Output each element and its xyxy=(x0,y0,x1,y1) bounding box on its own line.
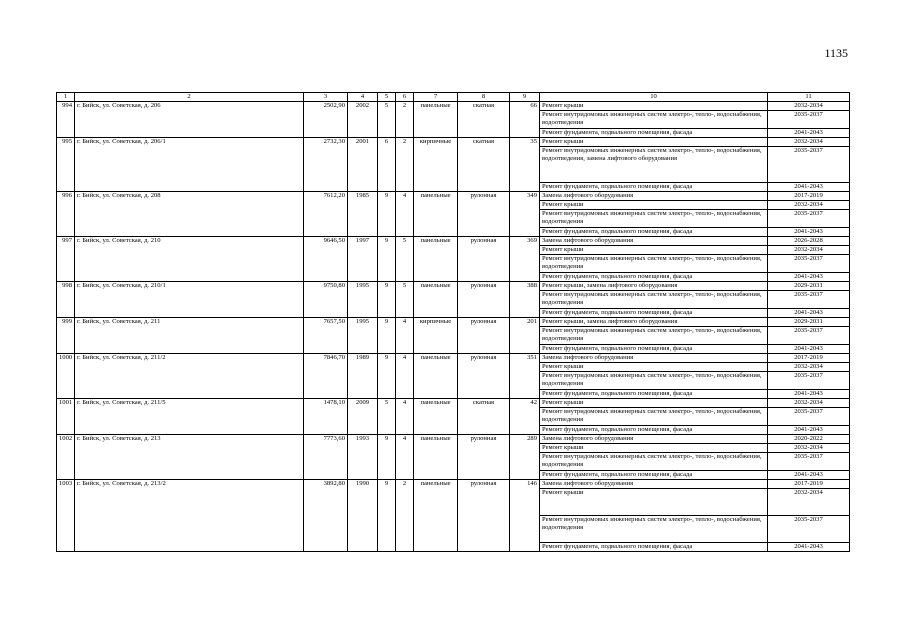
work-period: 2032-2034 xyxy=(768,489,850,516)
work-type: Замена лифтового оборудования xyxy=(540,192,768,201)
work-type: Ремонт фундамента, подвального помещения, фасада xyxy=(540,543,768,552)
residents-count: 289 xyxy=(510,435,540,480)
residents-count: 369 xyxy=(510,237,540,282)
work-period: 2041-2043 xyxy=(768,273,850,282)
work-type: Ремонт внутридомовых инженерных систем электро-, тепло-, водоснабжения, водоотведения xyxy=(540,255,768,273)
work-type: Ремонт фундамента, подвального помещения, фасада xyxy=(540,273,768,282)
work-type: Ремонт крыши xyxy=(540,489,768,516)
table-row xyxy=(57,435,850,444)
column-number: 3 xyxy=(304,93,348,102)
build-year: 1989 xyxy=(348,354,378,399)
record-number: 996 xyxy=(57,192,75,237)
floors-count: 9 xyxy=(378,237,396,282)
page-number: 1135 xyxy=(824,46,848,60)
floor-area: 7612,20 xyxy=(304,192,348,237)
build-year: 1997 xyxy=(348,237,378,282)
residents-count: 351 xyxy=(510,354,540,399)
work-type: Ремонт внутридомовых инженерных систем электро-, тепло-, водоснабжения, водоотведения xyxy=(540,453,768,471)
work-period: 2041-2043 xyxy=(768,183,850,192)
floors-count: 9 xyxy=(378,192,396,237)
roof-type: скатная xyxy=(458,138,510,192)
work-period: 2041-2043 xyxy=(768,345,850,354)
address: г. Бийск, ул. Советская, д. 211/2 xyxy=(75,354,304,399)
work-type: Ремонт внутридомовых инженерных систем электро-, тепло-, водоснабжения, водоотведения xyxy=(540,291,768,309)
address: г. Бийск, ул. Советская, д. 211 xyxy=(75,318,304,354)
build-year: 2009 xyxy=(348,399,378,435)
table-row xyxy=(57,138,850,147)
work-period: 2035-2037 xyxy=(768,111,850,129)
work-period: 2017-2019 xyxy=(768,192,850,201)
work-period: 2035-2037 xyxy=(768,291,850,309)
work-period: 2035-2037 xyxy=(768,147,850,183)
work-period: 2026-2028 xyxy=(768,237,850,246)
record-number: 994 xyxy=(57,102,75,138)
roof-type: скатная xyxy=(458,399,510,435)
entrances-count: 4 xyxy=(396,192,414,237)
floors-count: 9 xyxy=(378,282,396,318)
address: г. Бийск, ул. Советская, д. 211/5 xyxy=(75,399,304,435)
record-number: 1001 xyxy=(57,399,75,435)
work-type: Ремонт крыши xyxy=(540,201,768,210)
record-number: 1003 xyxy=(57,480,75,552)
entrances-count: 2 xyxy=(396,102,414,138)
work-period: 2041-2043 xyxy=(768,426,850,435)
work-type: Ремонт фундамента, подвального помещения, фасада xyxy=(540,228,768,237)
table-row xyxy=(57,192,850,201)
column-number: 7 xyxy=(414,93,458,102)
wall-material: кирпичные xyxy=(414,318,458,354)
wall-material: кирпичные xyxy=(414,138,458,192)
wall-material: панельные xyxy=(414,354,458,399)
entrances-count: 5 xyxy=(396,282,414,318)
residents-count: 201 xyxy=(510,318,540,354)
work-period: 2032-2034 xyxy=(768,444,850,453)
residents-count: 42 xyxy=(510,399,540,435)
work-type: Ремонт крыши xyxy=(540,138,768,147)
work-type: Ремонт крыши xyxy=(540,444,768,453)
wall-material: панельные xyxy=(414,192,458,237)
column-number: 5 xyxy=(378,93,396,102)
work-period: 2041-2043 xyxy=(768,390,850,399)
build-year: 1993 xyxy=(348,435,378,480)
column-number: 4 xyxy=(348,93,378,102)
work-type: Ремонт внутридомовых инженерных систем электро-, тепло-, водоснабжения, водоотведения xyxy=(540,372,768,390)
record-number: 999 xyxy=(57,318,75,354)
work-type: Ремонт внутридомовых инженерных систем электро-, тепло-, водоснабжения, водоотведения xyxy=(540,516,768,543)
work-period: 2035-2037 xyxy=(768,372,850,390)
record-number: 998 xyxy=(57,282,75,318)
roof-type: рулонная xyxy=(458,192,510,237)
work-type: Ремонт крыши xyxy=(540,246,768,255)
work-type: Ремонт крыши xyxy=(540,399,768,408)
roof-type: рулонная xyxy=(458,354,510,399)
floor-area: 7773,60 xyxy=(304,435,348,480)
build-year: 1995 xyxy=(348,282,378,318)
work-period: 2041-2043 xyxy=(768,309,850,318)
work-period: 2017-2019 xyxy=(768,480,850,489)
floors-count: 9 xyxy=(378,480,396,552)
work-period: 2032-2034 xyxy=(768,363,850,372)
wall-material: панельные xyxy=(414,282,458,318)
work-type: Замена лифтового оборудования xyxy=(540,435,768,444)
work-type: Ремонт внутридомовых инженерных систем электро-, тепло-, водоснабжения, водоотведения xyxy=(540,327,768,345)
work-period: 2032-2034 xyxy=(768,138,850,147)
roof-type: рулонная xyxy=(458,282,510,318)
address: г. Бийск, ул. Советская, д. 213 xyxy=(75,435,304,480)
entrances-count: 2 xyxy=(396,138,414,192)
work-period: 2041-2043 xyxy=(768,543,850,552)
wall-material: панельные xyxy=(414,102,458,138)
table-body xyxy=(57,93,850,552)
address: г. Бийск, ул. Советская, д. 210/1 xyxy=(75,282,304,318)
work-type: Ремонт фундамента, подвального помещения, фасада xyxy=(540,129,768,138)
column-number: 10 xyxy=(540,93,768,102)
residents-count: 66 xyxy=(510,102,540,138)
table-row xyxy=(57,354,850,363)
column-number: 6 xyxy=(396,93,414,102)
work-period: 2041-2043 xyxy=(768,129,850,138)
work-type: Ремонт внутридомовых инженерных систем электро-, тепло-, водоснабжения, водоотведения, замена лифтового оборудования xyxy=(540,147,768,183)
work-type: Ремонт фундамента, подвального помещения, фасада xyxy=(540,390,768,399)
roof-type: рулонная xyxy=(458,480,510,552)
build-year: 1985 xyxy=(348,192,378,237)
work-type: Ремонт крыши, замена лифтового оборудования xyxy=(540,318,768,327)
work-type: Ремонт крыши, замена лифтового оборудования xyxy=(540,282,768,291)
column-number-row xyxy=(57,93,850,102)
work-type: Ремонт фундамента, подвального помещения, фасада xyxy=(540,426,768,435)
roof-type: рулонная xyxy=(458,237,510,282)
record-number: 997 xyxy=(57,237,75,282)
work-period: 2035-2037 xyxy=(768,210,850,228)
floors-count: 9 xyxy=(378,318,396,354)
table-row xyxy=(57,480,850,489)
work-type: Ремонт фундамента, подвального помещения, фасада xyxy=(540,183,768,192)
floor-area: 7657,50 xyxy=(304,318,348,354)
work-type: Ремонт внутридомовых инженерных систем электро-, тепло-, водоснабжения, водоотведения xyxy=(540,408,768,426)
wall-material: панельные xyxy=(414,480,458,552)
work-type: Ремонт фундамента, подвального помещения, фасада xyxy=(540,309,768,318)
entrances-count: 2 xyxy=(396,480,414,552)
floor-area: 1478,10 xyxy=(304,399,348,435)
roof-type: рулонная xyxy=(458,435,510,480)
floors-count: 6 xyxy=(378,138,396,192)
record-number: 1002 xyxy=(57,435,75,480)
floor-area: 2732,30 xyxy=(304,138,348,192)
address: г. Бийск, ул. Советская, д. 206/1 xyxy=(75,138,304,192)
work-period: 2029-2031 xyxy=(768,282,850,291)
work-period: 2035-2037 xyxy=(768,255,850,273)
residents-count: 388 xyxy=(510,282,540,318)
work-type: Ремонт фундамента, подвального помещения, фасада xyxy=(540,471,768,480)
table-row xyxy=(57,102,850,111)
work-type: Ремонт внутридомовых инженерных систем электро-, тепло-, водоснабжения, водоотведения xyxy=(540,210,768,228)
work-period: 2029-2031 xyxy=(768,318,850,327)
roof-type: скатная xyxy=(458,102,510,138)
table-row xyxy=(57,282,850,291)
work-period: 2017-2019 xyxy=(768,354,850,363)
column-number: 9 xyxy=(510,93,540,102)
column-number: 11 xyxy=(768,93,850,102)
column-number: 1 xyxy=(57,93,75,102)
work-type: Ремонт крыши xyxy=(540,363,768,372)
work-type: Замена лифтового оборудования xyxy=(540,354,768,363)
entrances-count: 4 xyxy=(396,399,414,435)
column-number: 2 xyxy=(75,93,304,102)
address: г. Бийск, ул. Советская, д. 213/2 xyxy=(75,480,304,552)
residents-count: 35 xyxy=(510,138,540,192)
work-type: Ремонт крыши xyxy=(540,102,768,111)
address: г. Бийск, ул. Советская, д. 206 xyxy=(75,102,304,138)
work-period: 2035-2037 xyxy=(768,327,850,345)
floor-area: 7846,70 xyxy=(304,354,348,399)
work-period: 2041-2043 xyxy=(768,471,850,480)
work-period: 2032-2034 xyxy=(768,201,850,210)
floor-area: 9646,50 xyxy=(304,237,348,282)
work-period: 2035-2037 xyxy=(768,408,850,426)
work-period: 2032-2034 xyxy=(768,399,850,408)
entrances-count: 4 xyxy=(396,435,414,480)
address: г. Бийск, ул. Советская, д. 210 xyxy=(75,237,304,282)
table-row xyxy=(57,399,850,408)
residents-count: 349 xyxy=(510,192,540,237)
work-period: 2035-2037 xyxy=(768,453,850,471)
floor-area: 9750,80 xyxy=(304,282,348,318)
floors-count: 9 xyxy=(378,354,396,399)
record-number: 1000 xyxy=(57,354,75,399)
work-type: Замена лифтового оборудования xyxy=(540,237,768,246)
build-year: 1990 xyxy=(348,480,378,552)
work-period: 2032-2034 xyxy=(768,102,850,111)
record-number: 995 xyxy=(57,138,75,192)
wall-material: панельные xyxy=(414,237,458,282)
work-period: 2041-2043 xyxy=(768,228,850,237)
entrances-count: 5 xyxy=(396,237,414,282)
build-year: 2001 xyxy=(348,138,378,192)
wall-material: панельные xyxy=(414,399,458,435)
table-row xyxy=(57,318,850,327)
work-type: Ремонт фундамента, подвального помещения, фасада xyxy=(540,345,768,354)
entrances-count: 4 xyxy=(396,354,414,399)
table-row xyxy=(57,237,850,246)
work-period: 2035-2037 xyxy=(768,516,850,543)
floor-area: 2502,90 xyxy=(304,102,348,138)
floor-area: 3892,80 xyxy=(304,480,348,552)
work-type: Замена лифтового оборудования xyxy=(540,480,768,489)
work-period: 2032-2034 xyxy=(768,246,850,255)
residents-count: 146 xyxy=(510,480,540,552)
column-number: 8 xyxy=(458,93,510,102)
floors-count: 5 xyxy=(378,399,396,435)
build-year: 2002 xyxy=(348,102,378,138)
work-period: 2020-2022 xyxy=(768,435,850,444)
roof-type: рулонная xyxy=(458,318,510,354)
entrances-count: 4 xyxy=(396,318,414,354)
work-type: Ремонт внутридомовых инженерных систем электро-, тепло-, водоснабжения, водоотведения xyxy=(540,111,768,129)
floors-count: 9 xyxy=(378,435,396,480)
build-year: 1995 xyxy=(348,318,378,354)
address: г. Бийск, ул. Советская, д. 208 xyxy=(75,192,304,237)
floors-count: 5 xyxy=(378,102,396,138)
repair-program-table xyxy=(56,92,850,552)
wall-material: панельные xyxy=(414,435,458,480)
